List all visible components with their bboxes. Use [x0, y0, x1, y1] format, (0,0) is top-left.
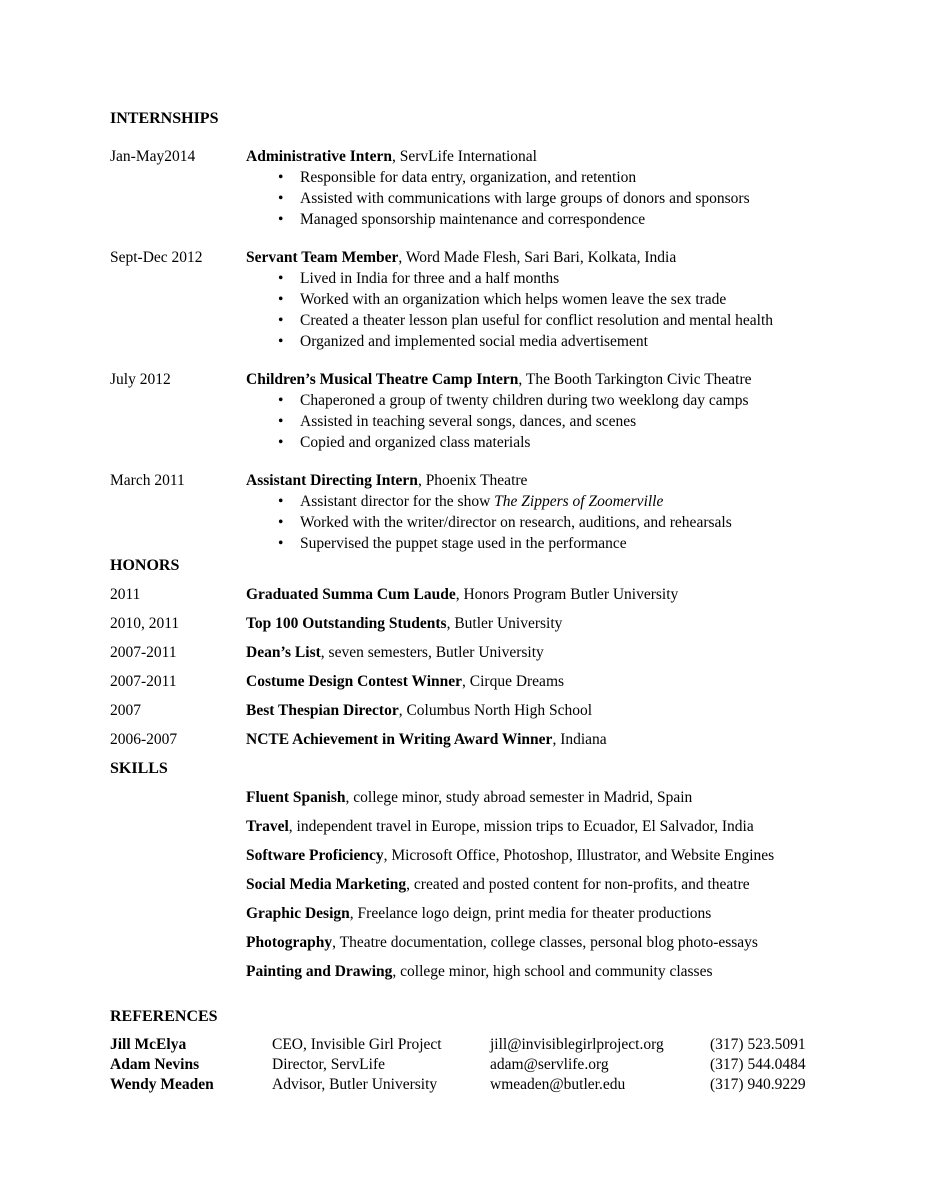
internship-content	[246, 146, 897, 230]
internship-org: , The Booth Tarkington Civic Theatre	[518, 371, 752, 388]
internship-org: , Phoenix Theatre	[417, 472, 528, 489]
bullet-text: Worked with the writer/director on research, auditions, and rehearsals	[300, 514, 732, 531]
internship-date: Jan-May2014	[110, 148, 196, 165]
reference-phone: (317) 544.0484	[710, 1056, 806, 1073]
honor-row	[110, 729, 897, 750]
reference-role: Director, ServLife	[272, 1056, 385, 1073]
reference-role: Advisor, Butler University	[272, 1076, 438, 1093]
skill-title: Fluent Spanish	[246, 789, 346, 806]
reference-email: adam@servlife.org	[490, 1056, 609, 1073]
bullet-text: Lived in India for three and a half months	[300, 270, 560, 287]
skill-row	[246, 845, 897, 866]
internship-title-line	[246, 470, 897, 491]
skill-title: Social Media Marketing	[246, 876, 407, 893]
bullet-item	[246, 209, 897, 230]
bullet-text: Assisted in teaching several songs, dances, and scenes	[300, 413, 637, 430]
internship-title: Children’s Musical Theatre Camp Intern	[246, 371, 519, 388]
internship-entry	[110, 247, 897, 352]
honor-title: Top 100 Outstanding Students	[246, 615, 447, 632]
skill-row	[246, 874, 897, 895]
reference-email: wmeaden@butler.edu	[490, 1076, 626, 1093]
bullet-list	[246, 268, 897, 352]
bullet-item	[246, 390, 897, 411]
bullet-italic-text: The Zippers of Zoomerville	[494, 493, 664, 510]
reference-name: Wendy Meaden	[110, 1076, 214, 1093]
honor-text	[246, 642, 544, 663]
honor-row	[110, 613, 897, 634]
bullet-text: Created a theater lesson plan useful for conflict resolution and mental health	[300, 312, 774, 329]
bullet-text: Managed sponsorship maintenance and correspondence	[300, 211, 646, 228]
internship-content	[246, 369, 897, 453]
internship-title-line	[246, 369, 897, 390]
honor-title: NCTE Achievement in Writing Award Winner	[246, 731, 553, 748]
honor-row	[110, 642, 897, 663]
skill-title: Graphic Design	[246, 905, 350, 922]
skill-detail: , created and posted content for non-profits, and theatre	[406, 876, 750, 893]
skill-row	[246, 932, 897, 953]
bullet-item	[246, 331, 897, 352]
section-heading-references: REFERENCES	[110, 1008, 218, 1025]
internship-title: Administrative Intern	[246, 148, 392, 165]
reference-name: Jill McElya	[110, 1036, 187, 1053]
bullet-item	[246, 533, 897, 554]
reference-row	[110, 1035, 897, 1055]
internship-org: , ServLife International	[391, 148, 537, 165]
skill-detail: , Microsoft Office, Photoshop, Illustrator, and Website Engines	[383, 847, 775, 864]
internship-date: July 2012	[110, 371, 171, 388]
honor-detail: , Indiana	[552, 731, 607, 748]
reference-email: jill@invisiblegirlproject.org	[490, 1036, 664, 1053]
skill-title: Software Proficiency	[246, 847, 384, 864]
reference-phone: (317) 940.9229	[710, 1076, 806, 1093]
reference-row	[110, 1055, 897, 1075]
honor-detail: , Butler University	[446, 615, 563, 632]
bullet-item	[246, 289, 897, 310]
bullet-text: Worked with an organization which helps women leave the sex trade	[300, 291, 727, 308]
section-heading-honors: HONORS	[110, 557, 180, 574]
honor-text	[246, 729, 607, 750]
bullet-list	[246, 167, 897, 230]
internship-title: Assistant Directing Intern	[246, 472, 418, 489]
honor-title: Dean’s List	[246, 644, 321, 661]
honor-date: 2007	[110, 702, 141, 719]
reference-role: CEO, Invisible Girl Project	[272, 1036, 442, 1053]
honor-text	[246, 613, 562, 634]
bullet-item	[246, 491, 897, 512]
honor-detail: , Cirque Dreams	[462, 673, 565, 690]
honor-date: 2011	[110, 586, 141, 603]
internship-title-line	[246, 146, 897, 167]
bullet-text: Chaperoned a group of twenty children during two weeklong day camps	[300, 392, 749, 409]
internship-content	[246, 247, 897, 352]
honor-text	[246, 671, 564, 692]
skill-detail: , Freelance logo deign, print media for theater productions	[349, 905, 712, 922]
bullet-item	[246, 432, 897, 453]
internship-date: March 2011	[110, 472, 185, 489]
reference-phone: (317) 523.5091	[710, 1036, 806, 1053]
honor-title: Graduated Summa Cum Laude	[246, 586, 456, 603]
references-table	[110, 1035, 897, 1095]
bullet-item	[246, 188, 897, 209]
bullet-text: Assisted with communications with large groups of donors and sponsors	[300, 190, 750, 207]
bullet-item	[246, 310, 897, 331]
skill-detail: , independent travel in Europe, mission trips to Ecuador, El Salvador, India	[288, 818, 754, 835]
bullet-text: Copied and organized class materials	[300, 434, 531, 451]
internship-title-line	[246, 247, 897, 268]
honor-text	[246, 700, 592, 721]
honor-text	[246, 584, 678, 605]
skill-detail: , college minor, study abroad semester in Madrid, Spain	[345, 789, 693, 806]
honor-detail: , seven semesters, Butler University	[320, 644, 544, 661]
skill-row	[246, 816, 897, 837]
internship-entry	[110, 369, 897, 453]
section-heading-skills: SKILLS	[110, 760, 168, 777]
skill-row	[246, 961, 897, 982]
bullet-item	[246, 512, 897, 533]
skill-detail: , college minor, high school and community classes	[392, 963, 713, 980]
honor-date: 2007-2011	[110, 673, 177, 690]
bullet-text: Assistant director for the show	[300, 493, 495, 510]
bullet-text: Supervised the puppet stage used in the performance	[300, 535, 627, 552]
reference-row	[110, 1075, 897, 1095]
internship-date: Sept-Dec 2012	[110, 249, 203, 266]
honor-date: 2007-2011	[110, 644, 177, 661]
bullet-item	[246, 167, 897, 188]
reference-name: Adam Nevins	[110, 1056, 200, 1073]
skill-title: Travel	[246, 818, 289, 835]
section-heading-internships: INTERNSHIPS	[110, 110, 219, 127]
bullet-item	[246, 411, 897, 432]
honor-detail: , Honors Program Butler University	[455, 586, 679, 603]
honor-title: Best Thespian Director	[246, 702, 399, 719]
honor-row	[110, 700, 897, 721]
skill-detail: , Theatre documentation, college classes, personal blog photo-essays	[332, 934, 758, 951]
bullet-item	[246, 268, 897, 289]
honor-row	[110, 584, 897, 605]
bullet-text: Organized and implemented social media advertisement	[300, 333, 648, 350]
skill-row	[246, 903, 897, 924]
internship-entry	[110, 146, 897, 230]
internship-org: , Word Made Flesh, Sari Bari, Kolkata, India	[398, 249, 677, 266]
internship-entry	[110, 470, 897, 554]
internship-content	[246, 470, 897, 554]
bullet-list	[246, 390, 897, 453]
skill-row	[246, 787, 897, 808]
honor-date: 2010, 2011	[110, 615, 180, 632]
bullet-list	[246, 491, 897, 554]
honor-date: 2006-2007	[110, 731, 178, 748]
internship-title: Servant Team Member	[246, 249, 399, 266]
bullet-text: Responsible for data entry, organization, and retention	[300, 169, 637, 186]
skill-title: Photography	[246, 934, 333, 951]
skill-title: Painting and Drawing	[246, 963, 393, 980]
honor-row	[110, 671, 897, 692]
honor-title: Costume Design Contest Winner	[246, 673, 463, 690]
honor-detail: , Columbus North High School	[398, 702, 593, 719]
